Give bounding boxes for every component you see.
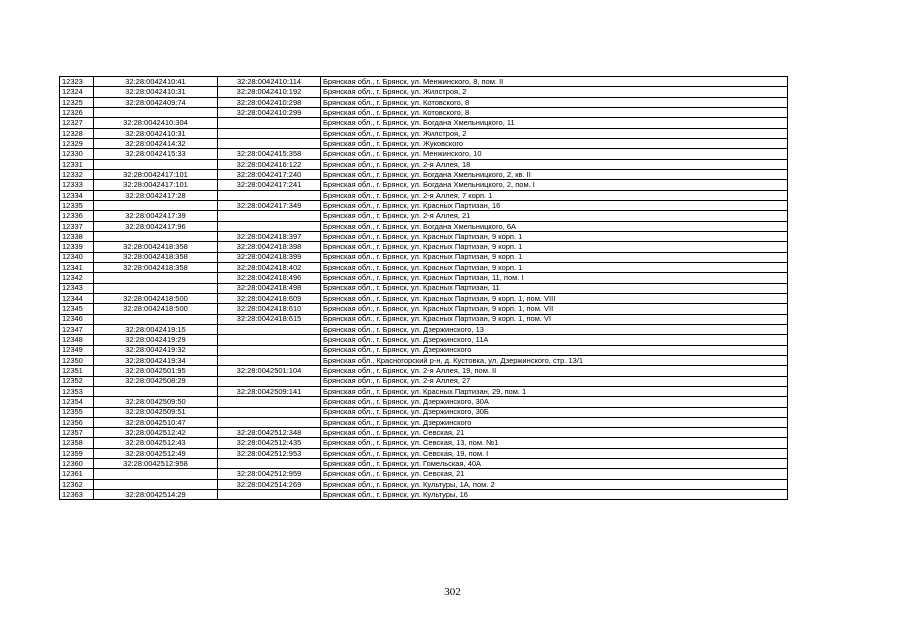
cadastral-number-cell: 32:28:0042508:29 <box>94 376 218 386</box>
object-cadastral-number-cell <box>218 211 321 221</box>
row-number-cell: 12324 <box>60 87 94 97</box>
address-cell: Брянская обл., г. Брянск, ул. Гомельская, 40А <box>321 459 788 469</box>
row-number-cell: 12340 <box>60 252 94 262</box>
row-number-cell: 12362 <box>60 479 94 489</box>
row-number-cell: 12349 <box>60 345 94 355</box>
row-number-cell: 12332 <box>60 169 94 179</box>
cadastral-number-cell: 32:28:0042417:39 <box>94 211 218 221</box>
address-cell: Брянская обл., г. Брянск, ул. Котовского, 8 <box>321 107 788 117</box>
row-number-cell: 12359 <box>60 448 94 458</box>
table-row <box>60 221 788 231</box>
row-number-cell: 12358 <box>60 438 94 448</box>
table-row <box>60 200 788 210</box>
table-row <box>60 190 788 200</box>
cadastral-number-cell <box>94 469 218 479</box>
cadastral-number-cell: 32:28:0042509:51 <box>94 407 218 417</box>
table-row <box>60 366 788 376</box>
cadastral-number-cell <box>94 386 218 396</box>
object-cadastral-number-cell: 32:28:0042512:953 <box>218 448 321 458</box>
cadastral-number-cell: 32:28:0042417:101 <box>94 180 218 190</box>
address-cell: Брянская обл., г. Брянск, ул. Богдана Хмельницкого, 2, пом. I <box>321 180 788 190</box>
object-cadastral-number-cell <box>218 221 321 231</box>
object-cadastral-number-cell: 32:28:0042410:299 <box>218 107 321 117</box>
object-cadastral-number-cell <box>218 128 321 138</box>
object-cadastral-number-cell <box>218 459 321 469</box>
table-row <box>60 97 788 107</box>
object-cadastral-number-cell: 32:28:0042509:141 <box>218 386 321 396</box>
table-row <box>60 262 788 272</box>
table-row <box>60 324 788 334</box>
object-cadastral-number-cell <box>218 118 321 128</box>
table-row <box>60 128 788 138</box>
object-cadastral-number-cell <box>218 345 321 355</box>
table-row <box>60 283 788 293</box>
cadastral-number-cell: 32:28:0042509:50 <box>94 397 218 407</box>
cadastral-number-cell: 32:28:0042418:500 <box>94 293 218 303</box>
cadastral-number-cell: 32:28:0042419:15 <box>94 324 218 334</box>
address-cell: Брянская обл., г. Брянск, ул. Богдана Хмельницкого, 2, кв. II <box>321 169 788 179</box>
address-cell: Брянская обл., г. Брянск, ул. Котовского, 8 <box>321 97 788 107</box>
table-row <box>60 159 788 169</box>
cadastral-number-cell: 32:28:0042410:304 <box>94 118 218 128</box>
cadastral-number-cell: 32:28:0042418:500 <box>94 304 218 314</box>
table-row <box>60 107 788 117</box>
table-row <box>60 459 788 469</box>
address-cell: Брянская обл., г. Брянск, ул. Культуры, 16 <box>321 490 788 500</box>
cadastral-number-cell: 32:28:0042417:101 <box>94 169 218 179</box>
table-row <box>60 355 788 365</box>
row-number-cell: 12325 <box>60 97 94 107</box>
address-cell: Брянская обл., г. Брянск, ул. Красных Партизан, 9 корп. 1, пом. VIII <box>321 293 788 303</box>
object-cadastral-number-cell <box>218 376 321 386</box>
cadastral-number-cell: 32:28:0042417:28 <box>94 190 218 200</box>
address-cell: Брянская обл., г. Брянск, ул. Красных Партизан, 9 корп. 1, пом. VI <box>321 314 788 324</box>
object-cadastral-number-cell <box>218 355 321 365</box>
object-cadastral-number-cell <box>218 397 321 407</box>
object-cadastral-number-cell: 32:28:0042418:399 <box>218 252 321 262</box>
cadastral-number-cell <box>94 273 218 283</box>
row-number-cell: 12336 <box>60 211 94 221</box>
object-cadastral-number-cell: 32:28:0042418:398 <box>218 242 321 252</box>
cadastral-number-cell: 32:28:0042510:47 <box>94 417 218 427</box>
address-cell: Брянская обл., г. Брянск, ул. 2-я Аллея, 7 корп. 1 <box>321 190 788 200</box>
object-cadastral-number-cell: 32:28:0042410:114 <box>218 77 321 87</box>
row-number-cell: 12357 <box>60 428 94 438</box>
address-cell: Брянская обл., г. Брянск, ул. 2-я Аллея, 27 <box>321 376 788 386</box>
cadastral-number-cell: 32:28:0042512:49 <box>94 448 218 458</box>
object-cadastral-number-cell: 32:28:0042418:610 <box>218 304 321 314</box>
address-cell: Брянская обл., г. Брянск, ул. Красных Партизан, 29, пом. 1 <box>321 386 788 396</box>
table-row <box>60 118 788 128</box>
row-number-cell: 12328 <box>60 128 94 138</box>
address-cell: Брянская обл., г. Брянск, ул. Дзержинского <box>321 417 788 427</box>
address-cell: Брянская обл., г. Брянск, ул. Красных Партизан, 11 <box>321 283 788 293</box>
cadastral-number-cell: 32:28:0042409:74 <box>94 97 218 107</box>
table-row <box>60 469 788 479</box>
cadastral-number-cell: 32:28:0042512:42 <box>94 428 218 438</box>
row-number-cell: 12326 <box>60 107 94 117</box>
row-number-cell: 12342 <box>60 273 94 283</box>
cadastral-number-cell <box>94 231 218 241</box>
object-cadastral-number-cell: 32:28:0042415:358 <box>218 149 321 159</box>
object-cadastral-number-cell <box>218 417 321 427</box>
object-cadastral-number-cell <box>218 190 321 200</box>
row-number-cell: 12353 <box>60 386 94 396</box>
address-cell: Брянская обл., г. Брянск, ул. Жуковского <box>321 138 788 148</box>
address-cell: Брянская обл., г. Брянск, ул. Дзержинского, 30Б <box>321 407 788 417</box>
address-cell: Брянская обл., г. Брянск, ул. Культуры, 1А, пом. 2 <box>321 479 788 489</box>
row-number-cell: 12329 <box>60 138 94 148</box>
row-number-cell: 12348 <box>60 335 94 345</box>
table-row <box>60 428 788 438</box>
table-row <box>60 252 788 262</box>
table-row <box>60 231 788 241</box>
address-cell: Брянская обл., г. Брянск, ул. Менжинского, 8, пом. II <box>321 77 788 87</box>
table-row <box>60 490 788 500</box>
address-cell: Брянская обл., г. Брянск, ул. 2-я Аллея, 18 <box>321 159 788 169</box>
table-row <box>60 479 788 489</box>
cadastral-number-cell <box>94 283 218 293</box>
table-row <box>60 211 788 221</box>
object-cadastral-number-cell: 32:28:0042512:348 <box>218 428 321 438</box>
row-number-cell: 12331 <box>60 159 94 169</box>
address-cell: Брянская обл., г. Брянск, ул. Севская, 21 <box>321 469 788 479</box>
table-row <box>60 314 788 324</box>
row-number-cell: 12347 <box>60 324 94 334</box>
object-cadastral-number-cell: 32:28:0042418:397 <box>218 231 321 241</box>
row-number-cell: 12333 <box>60 180 94 190</box>
address-cell: Брянская обл., г. Брянск, ул. Севская, 19, пом. I <box>321 448 788 458</box>
row-number-cell: 12339 <box>60 242 94 252</box>
cadastral-number-cell: 32:28:0042512:958 <box>94 459 218 469</box>
table-row <box>60 386 788 396</box>
table-row <box>60 397 788 407</box>
object-cadastral-number-cell: 32:28:0042512:435 <box>218 438 321 448</box>
row-number-cell: 12335 <box>60 200 94 210</box>
cadastral-number-cell <box>94 200 218 210</box>
cadastral-number-cell <box>94 107 218 117</box>
cadastral-number-cell: 32:28:0042418:358 <box>94 252 218 262</box>
table-row <box>60 304 788 314</box>
table-row <box>60 149 788 159</box>
cadastral-number-cell: 32:28:0042414:32 <box>94 138 218 148</box>
object-cadastral-number-cell: 32:28:0042418:609 <box>218 293 321 303</box>
row-number-cell: 12327 <box>60 118 94 128</box>
table-row <box>60 407 788 417</box>
table-row <box>60 77 788 87</box>
row-number-cell: 12334 <box>60 190 94 200</box>
object-cadastral-number-cell: 32:28:0042417:349 <box>218 200 321 210</box>
address-cell: Брянская обл., г. Брянск, ул. 2-я Аллея, 21 <box>321 211 788 221</box>
object-cadastral-number-cell: 32:28:0042501:104 <box>218 366 321 376</box>
table-row <box>60 293 788 303</box>
address-cell: Брянская обл., г. Брянск, ул. Менжинского, 10 <box>321 149 788 159</box>
row-number-cell: 12350 <box>60 355 94 365</box>
object-cadastral-number-cell: 32:28:0042514:269 <box>218 479 321 489</box>
cadastral-number-cell: 32:28:0042418:358 <box>94 262 218 272</box>
cadastral-number-cell: 32:28:0042418:358 <box>94 242 218 252</box>
table-row <box>60 438 788 448</box>
row-number-cell: 12337 <box>60 221 94 231</box>
cadastral-number-cell: 32:28:0042410:31 <box>94 87 218 97</box>
row-number-cell: 12355 <box>60 407 94 417</box>
object-cadastral-number-cell: 32:28:0042410:192 <box>218 87 321 97</box>
cadastral-number-cell: 32:28:0042410:41 <box>94 77 218 87</box>
object-cadastral-number-cell: 32:28:0042512:959 <box>218 469 321 479</box>
cadastral-number-cell <box>94 479 218 489</box>
cadastral-number-cell: 32:28:0042419:34 <box>94 355 218 365</box>
address-cell: Брянская обл., г. Брянск, ул. Дзержинского, 11А <box>321 335 788 345</box>
cadastral-number-cell <box>94 314 218 324</box>
object-cadastral-number-cell <box>218 490 321 500</box>
page-number: 302 <box>444 586 461 598</box>
row-number-cell: 12346 <box>60 314 94 324</box>
address-cell: Брянская обл., г. Брянск, ул. Богдана Хмельницкого, 11 <box>321 118 788 128</box>
cadastral-number-cell: 32:28:0042514:29 <box>94 490 218 500</box>
address-cell: Брянская обл., г. Брянск, ул. Красных Партизан, 9 корп. 1 <box>321 231 788 241</box>
address-cell: Брянская обл., г. Брянск, ул. 2-я Аллея, 19, пом. II <box>321 366 788 376</box>
address-cell: Брянская обл., г. Брянск, ул. Дзержинского, 13 <box>321 324 788 334</box>
object-cadastral-number-cell: 32:28:0042410:298 <box>218 97 321 107</box>
table-row <box>60 417 788 427</box>
address-cell: Брянская обл., г. Брянск, ул. Дзержинского <box>321 345 788 355</box>
object-cadastral-number-cell: 32:28:0042416:122 <box>218 159 321 169</box>
object-cadastral-number-cell <box>218 324 321 334</box>
row-number-cell: 12345 <box>60 304 94 314</box>
cadastral-number-cell: 32:28:0042419:29 <box>94 335 218 345</box>
object-cadastral-number-cell: 32:28:0042418:496 <box>218 273 321 283</box>
cadastral-number-cell: 32:28:0042417:96 <box>94 221 218 231</box>
address-cell: Брянская обл., Красногорский р-н, д. Кустовка, ул. Дзержинского, стр. 13/1 <box>321 355 788 365</box>
table-row <box>60 242 788 252</box>
table-row <box>60 273 788 283</box>
address-cell: Брянская обл., г. Брянск, ул. Красных Партизан, 9 корп. 1 <box>321 252 788 262</box>
row-number-cell: 12352 <box>60 376 94 386</box>
property-table-body <box>60 77 788 500</box>
object-cadastral-number-cell: 32:28:0042418:402 <box>218 262 321 272</box>
address-cell: Брянская обл., г. Брянск, ул. Дзержинского, 30А <box>321 397 788 407</box>
table-row <box>60 448 788 458</box>
table-row <box>60 376 788 386</box>
address-cell: Брянская обл., г. Брянск, ул. Севская, 13, пом. №1 <box>321 438 788 448</box>
object-cadastral-number-cell <box>218 335 321 345</box>
cadastral-number-cell: 32:28:0042419:32 <box>94 345 218 355</box>
row-number-cell: 12351 <box>60 366 94 376</box>
cadastral-number-cell: 32:28:0042512:43 <box>94 438 218 448</box>
cadastral-number-cell <box>94 159 218 169</box>
row-number-cell: 12323 <box>60 77 94 87</box>
object-cadastral-number-cell <box>218 407 321 417</box>
row-number-cell: 12341 <box>60 262 94 272</box>
object-cadastral-number-cell: 32:28:0042417:240 <box>218 169 321 179</box>
row-number-cell: 12343 <box>60 283 94 293</box>
row-number-cell: 12363 <box>60 490 94 500</box>
row-number-cell: 12330 <box>60 149 94 159</box>
cadastral-number-cell: 32:28:0042415:33 <box>94 149 218 159</box>
address-cell: Брянская обл., г. Брянск, ул. Красных Партизан, 9 корп. 1 <box>321 262 788 272</box>
row-number-cell: 12344 <box>60 293 94 303</box>
address-cell: Брянская обл., г. Брянск, ул. Богдана Хмельницкого, 6А <box>321 221 788 231</box>
row-number-cell: 12360 <box>60 459 94 469</box>
object-cadastral-number-cell: 32:28:0042418:615 <box>218 314 321 324</box>
object-cadastral-number-cell <box>218 138 321 148</box>
address-cell: Брянская обл., г. Брянск, ул. Красных Партизан, 9 корп. 1 <box>321 242 788 252</box>
property-table <box>59 76 788 500</box>
table-row <box>60 138 788 148</box>
table-row <box>60 169 788 179</box>
address-cell: Брянская обл., г. Брянск, ул. Красных Партизан, 11, пом. I <box>321 273 788 283</box>
object-cadastral-number-cell: 32:28:0042417:241 <box>218 180 321 190</box>
address-cell: Брянская обл., г. Брянск, ул. Жилстроя, 2 <box>321 87 788 97</box>
table-row <box>60 87 788 97</box>
row-number-cell: 12338 <box>60 231 94 241</box>
cadastral-number-cell: 32:28:0042501:95 <box>94 366 218 376</box>
row-number-cell: 12356 <box>60 417 94 427</box>
address-cell: Брянская обл., г. Брянск, ул. Жилстроя, 2 <box>321 128 788 138</box>
address-cell: Брянская обл., г. Брянск, ул. Красных Партизан, 16 <box>321 200 788 210</box>
table-row <box>60 180 788 190</box>
address-cell: Брянская обл., г. Брянск, ул. Севская, 21 <box>321 428 788 438</box>
row-number-cell: 12354 <box>60 397 94 407</box>
object-cadastral-number-cell: 32:28:0042418:498 <box>218 283 321 293</box>
table-row <box>60 345 788 355</box>
table-row <box>60 335 788 345</box>
cadastral-number-cell: 32:28:0042410:31 <box>94 128 218 138</box>
row-number-cell: 12361 <box>60 469 94 479</box>
address-cell: Брянская обл., г. Брянск, ул. Красных Партизан, 9 корп. 1, пом. VII <box>321 304 788 314</box>
